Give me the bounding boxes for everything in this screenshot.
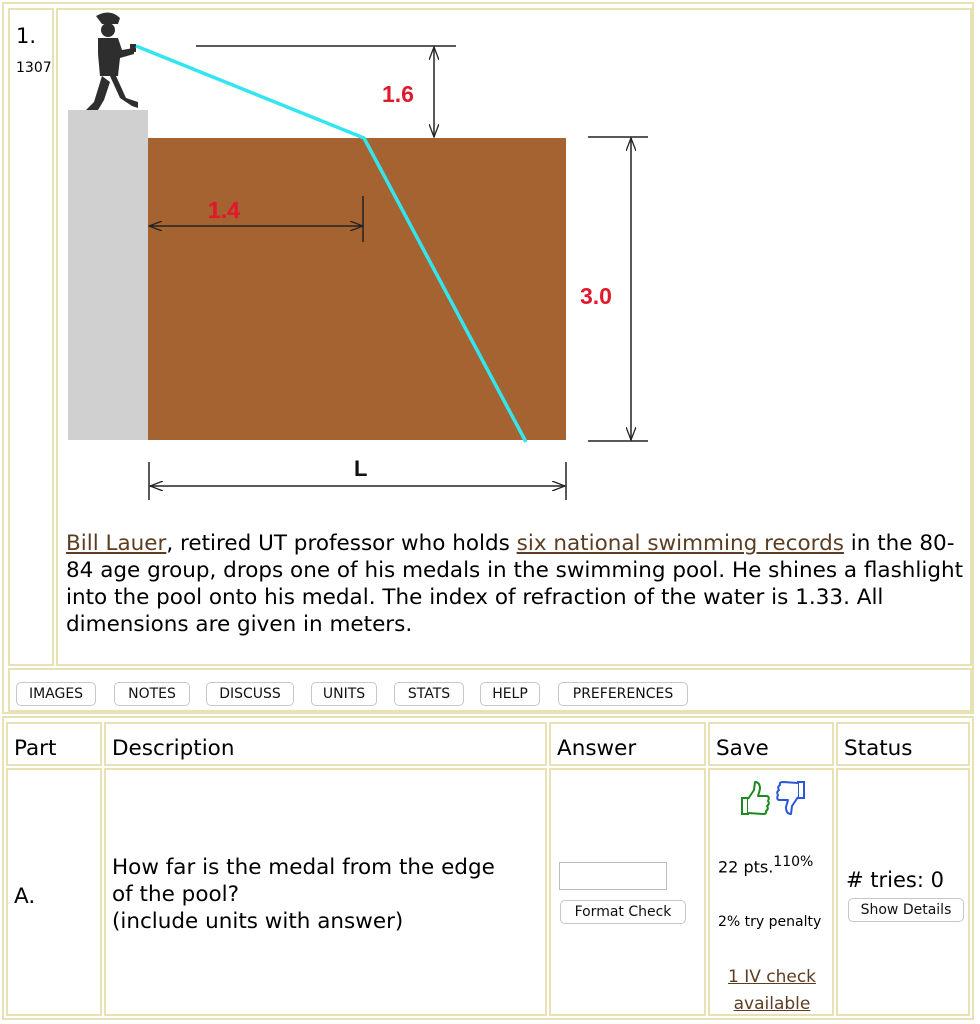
tries-count: # tries: 0 [846, 868, 944, 892]
answer-input[interactable] [559, 862, 667, 890]
problem-statement [66, 530, 966, 638]
header-status [836, 722, 970, 766]
label-length: L [354, 456, 368, 481]
thumbs-up-icon[interactable] [742, 782, 769, 814]
question-text [112, 854, 495, 935]
stats-button[interactable]: STATS [394, 682, 464, 706]
iv-check-line-2: available [733, 994, 811, 1014]
parts-table [2, 716, 974, 1020]
problem-id: 1307 [16, 60, 52, 76]
notes-button[interactable]: NOTES [114, 682, 190, 706]
question-line-2: of the pool? [112, 882, 240, 907]
images-button[interactable]: IMAGES [16, 682, 96, 706]
save-cell [708, 768, 834, 1016]
thumbs-down-icon[interactable] [777, 782, 804, 814]
label-depth: 3.0 [580, 283, 612, 309]
question-line-3: (include units with answer) [112, 909, 404, 934]
header-save [708, 722, 834, 766]
problem-box [2, 2, 974, 714]
header-status-label: Status [844, 736, 913, 761]
header-answer [549, 722, 706, 766]
preferences-button[interactable]: PREFERENCES [558, 682, 688, 706]
problem-text-part2: in the 80-84 age group, drops one of his medals in the swimming pool. He shines a flashlight into the pool onto his medal. The index of refraction of the water is 1.33. All dimensions are given in meters. [66, 531, 964, 637]
header-description [104, 722, 547, 766]
link-bill-lauer[interactable]: Bill Lauer [66, 531, 167, 556]
problem-text-part1: , retired UT professor who holds [166, 531, 517, 556]
problem-number: 1. [16, 24, 37, 48]
label-height-above: 1.6 [382, 81, 414, 107]
header-answer-label: Answer [557, 736, 637, 761]
iv-check-line-1: 1 IV check [727, 967, 817, 987]
answer-cell [549, 768, 706, 1016]
show-details-button[interactable]: Show Details [848, 898, 964, 922]
question-line-1: How far is the medal from the edge [112, 855, 495, 880]
points-label: 22 pts. [718, 857, 774, 877]
label-horizontal: 1.4 [208, 197, 240, 223]
pool-water [148, 138, 566, 440]
try-penalty: 2% try penalty [718, 914, 822, 930]
header-part-label: Part [14, 736, 57, 761]
problem-content [56, 8, 972, 666]
discuss-button[interactable]: DISCUSS [206, 682, 294, 706]
problem-number-cell [8, 8, 54, 666]
points-value [718, 854, 813, 876]
header-description-label: Description [112, 736, 235, 761]
format-check-button[interactable]: Format Check [560, 900, 686, 924]
points-percent: 110% [773, 854, 814, 870]
rating-icons [736, 778, 806, 818]
link-swimming-records[interactable]: six national swimming records [516, 531, 844, 556]
part-label: A. [14, 884, 36, 909]
header-save-label: Save [716, 736, 769, 761]
header-part [6, 722, 102, 766]
person-silhouette [86, 12, 138, 110]
part-cell [6, 768, 102, 1016]
help-button[interactable]: HELP [480, 682, 540, 706]
iv-check-link[interactable] [710, 964, 834, 1018]
status-cell [836, 768, 970, 1016]
problem-toolbar [8, 668, 972, 712]
pool-wall [68, 110, 148, 440]
units-button[interactable]: UNITS [311, 682, 377, 706]
description-cell [104, 768, 547, 1016]
pool-diagram [58, 10, 970, 520]
